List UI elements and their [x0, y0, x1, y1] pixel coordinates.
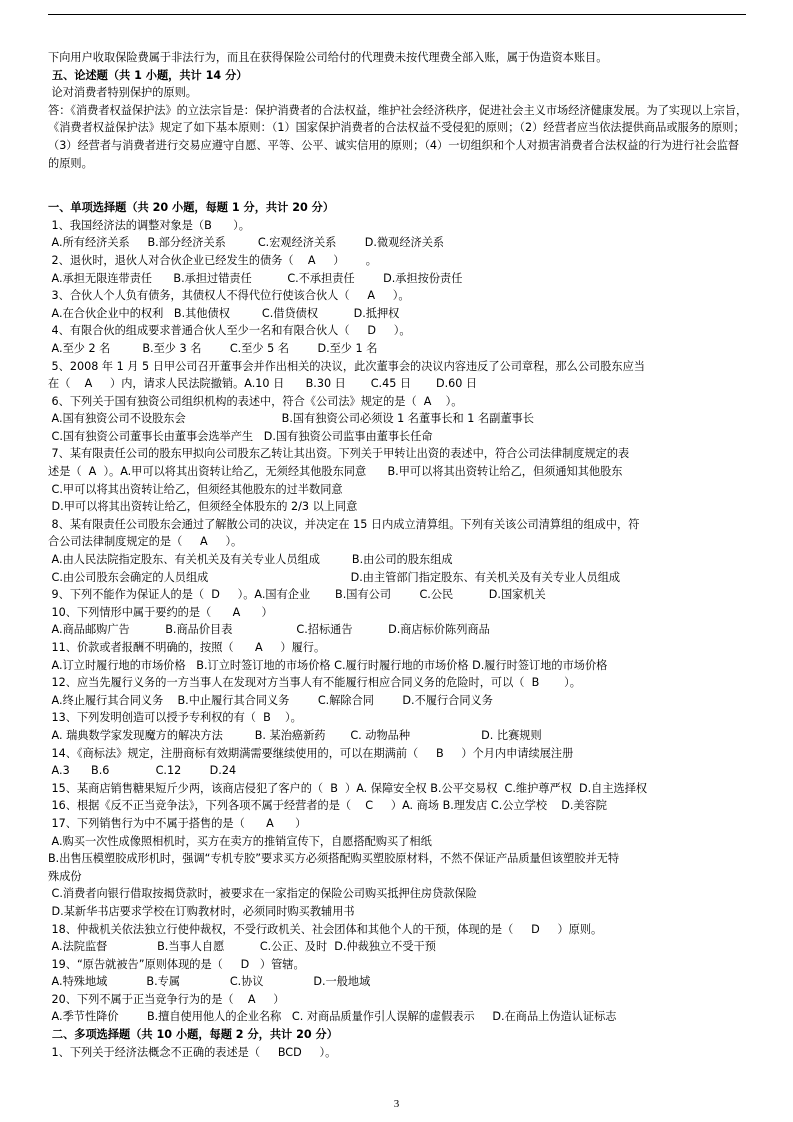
question-line: A.购买一次性成像照相机时，买方在卖方的推销宣传下，自愿搭配购买了相纸: [48, 834, 432, 848]
question-line: C.国有独资公司董事长由董事会选举产生 D.国有独资公司监事由董事长任命: [48, 429, 433, 443]
question-line: A.订立时履行地的市场价格 B.订立时签订地的市场价格 C.履行时履行地的市场价格 D.履行时签订地的市场价格: [48, 658, 608, 672]
question-line: 11、价款或者报酬不明确的，按照（ A ）履行。: [48, 641, 326, 654]
question-line: 20、下列不属于正当竞争行为的是（ A ）: [48, 992, 285, 1006]
question-line: A.法院监督 B.当事人自愿 C.公正、及时 D.仲裁独立不受干预: [48, 940, 436, 954]
question-line: 9、下列不能作为保证人的是（ D ）。A.国有企业 B.国有公司 C.公民 D.国家机关: [48, 588, 546, 602]
essay-answer: 答：《消费者权益保护法》的立法宗旨是：保护消费者的合法权益，维护社会经济秩序，促进社会主义市场经济健康发展。为了实现以上宗旨，《消费者权益保护法》规定了如下基本原则：（1）国家保护消费者的合法权益不受侵犯的原则；（2）经营者应当依法提供商品或服务的原则；（3）经营者与消费者进行交易应遵守自愿、平等、公平、诚实信用的原则；（4）一切组织和个人对损害消费者合法权益的行为进行社会监督的原则。: [48, 103, 748, 170]
question-line: A.3 B.6 C.12 D.24: [48, 764, 237, 778]
question-line: 19、“原告就被告”原则体现的是（ D ）管辖。: [48, 957, 305, 971]
question-line: C.由公司股东会确定的人员组成 D.由主管部门指定股东、有关机关及有关专业人员组成: [48, 570, 621, 584]
question-line: 10、下列情形中属于要约的是（ A ）: [48, 605, 273, 619]
question-line: 18、仲裁机关依法独立行使仲裁权，不受行政机关、社会团体和其他个人的干预，体现的是（ D ）原则。: [48, 922, 603, 936]
question-line: D.甲可以将其出资转让给乙，但须经全体股东的 2/3 以上同意: [48, 500, 358, 514]
question-line: C.消费者向银行借取按揭贷款时，被要求在一家指定的保险公司购买抵押住房贷款保险: [48, 887, 477, 901]
question-line: C.甲可以将其出资转让给乙，但须经其他股东的过半数同意: [48, 482, 343, 496]
question-line: A.至少 2 名 B.至少 3 名 C.至少 5 名 D.至少 1 名: [48, 341, 378, 355]
question-line: 16、根据《反不正当竞争法》，下列各项不属于经营者的是（ C ）A. 商场 B.理发店 C.公立学校 D.美容院: [48, 799, 607, 813]
question-line: A.所有经济关系 B.部分经济关系 C.宏观经济关系 D.微观经济关系: [48, 236, 445, 250]
question-line: 1、我国经济法的调整对象是（B ）。: [48, 218, 250, 232]
question-line: 14、《商标法》规定，注册商标有效期满需要继续使用的，可以在期满前（ B ）个月内申请续展注册: [48, 746, 574, 760]
multiple-choice-questions: [48, 1044, 748, 1062]
question-line: 8、某有限责任公司股东会通过了解散公司的决议，并决定在 15 日内成立清算组。下列有关该公司清算组的组成中，符: [48, 517, 640, 531]
page-number: 3: [393, 1098, 400, 1110]
section-spacer: [48, 172, 748, 199]
question-line: A.由人民法院指定股东、有关机关及有关专业人员组成 B.由公司的股东组成: [48, 553, 453, 567]
question-line: 12、应当先履行义务的一方当事人在发现对方当事人有不能履行相应合同义务的危险时，可以（ B ）。: [48, 676, 581, 690]
question-line: 15、某商店销售糖果短斤少两，该商店侵犯了客户的（ B ）A. 保障安全权 B.公平交易权 C.维护尊严权 D.自主选择权: [48, 781, 648, 795]
question-line: A.终止履行其合同义务 B.中止履行其合同义务 C.解除合同 D.不履行合同义务: [48, 693, 493, 707]
page-content: [48, 49, 748, 1061]
question-line: 2、退伙时，退伙人对合伙企业已经发生的债务（ A ） 。: [48, 253, 377, 267]
previous-answer-fragment: 下向用户收取保险费属于非法行为，而且在获得保险公司给付的代理费未按代理费全部入账，属于伪造资本账目。: [48, 51, 608, 64]
single-choice-questions: [48, 217, 748, 1026]
question-line: 7、某有限责任公司的股东甲拟向公司股东乙转让其出资。下列关于甲转让出资的表述中，符合公司法律制度规定的表: [48, 447, 630, 461]
question-line: 13、下列发明创造可以授予专利权的有（ B ）。: [48, 711, 302, 725]
multiple-choice-section-heading: 二、多项选择题（共 10 小题，每题 2 分，共计 20 分）: [48, 1028, 338, 1042]
question-line: A.承担无限连带责任 B.承担过错责任 C.不承担责任 D.承担按份责任: [48, 271, 463, 285]
question-line: 殊成份: [48, 869, 82, 883]
question-line: 6、下列关于国有独资公司组织机构的表述中，符合《公司法》规定的是（ A ）。: [48, 394, 463, 408]
question-line: D.某新华书店要求学校在订购教材时，必须同时购买教辅用书: [48, 904, 355, 918]
question-line: 1、下列关于经济法概念不正确的表述是（ BCD ）。: [48, 1045, 337, 1059]
question-line: A.商品邮购广告 B.商品价目表 C.招标通告 D.商店标价陈列商品: [48, 623, 490, 637]
question-line: 5、2008 年 1 月 5 日甲公司召开董事会并作出相关的决议，此次董事会的决议内容违反了公司章程，那么公司股东应当: [48, 359, 645, 373]
question-line: A.在合伙企业中的权利 B.其他债权 C.借贷债权 D.抵押权: [48, 306, 400, 320]
question-line: 述是（ A ）。A.甲可以将其出资转让给乙，无须经其他股东同意 B.甲可以将其出资转让给乙，但须通知其他股东: [48, 465, 623, 479]
question-line: 4、有限合伙的组成要求普通合伙人至少一名和有限合伙人（ D ）。: [48, 324, 411, 338]
question-line: 17、下列销售行为中不属于搭售的是（ A ）: [48, 816, 307, 830]
essay-question: 论对消费者特别保护的原则。: [48, 86, 197, 100]
question-line: A.季节性降价 B.擅自使用他人的企业名称 C. 对商品质量作引人误解的虚假表示 D.在商品上伪造认证标志: [48, 1010, 617, 1024]
single-choice-section-heading: 一、单项选择题（共 20 小题，每题 1 分，共计 20 分）: [48, 201, 335, 215]
question-line: 在（ A ）内，请求人民法院撤销。A.10 日 B.30 日 C.45 日 D.60 日: [48, 377, 478, 391]
essay-section-heading: 五、论述题（共 1 小题，共计 14 分）: [48, 68, 248, 82]
question-line: 合公司法律制度规定的是（ A ）。: [48, 535, 243, 549]
question-line: A.特殊地域 B.专属 C.协议 D.一般地域: [48, 975, 371, 989]
question-line: A. 瑞典数学家发现魔方的解决方法 B. 某治癌新药 C. 动物品种 D. 比赛规则: [48, 728, 542, 742]
question-line: 3、合伙人个人负有债务，其债权人不得代位行使该合伙人（ A ）。: [48, 289, 410, 303]
question-line: A.国有独资公司不设股东会 B.国有独资公司必须设 1 名董事长和 1 名副董事长: [48, 412, 534, 426]
question-line: B.出售压模塑胶成形机时，强调“专机专胶”要求买方必须搭配购买塑胶原材料，不然不保证产品质量但该塑胶并无特: [48, 852, 620, 866]
top-rule: [48, 14, 746, 15]
